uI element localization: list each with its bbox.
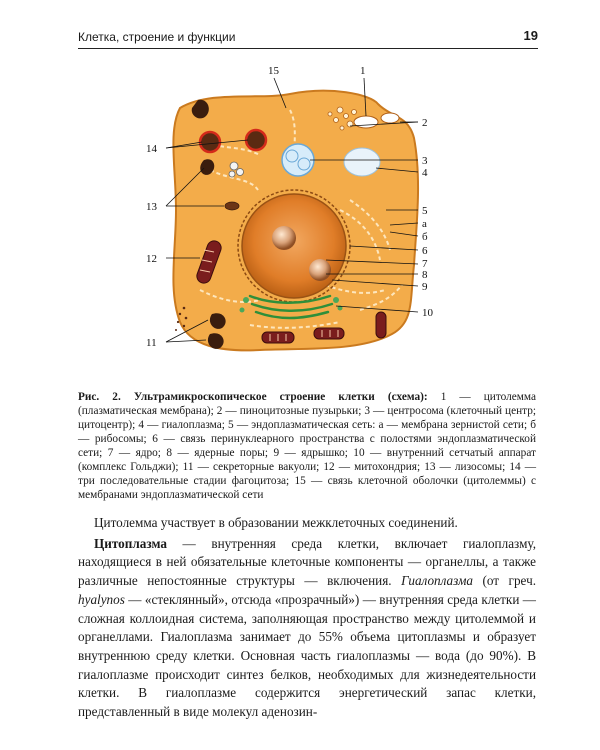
nucleolus-2 [309,259,331,281]
greek-word: hyalynos [78,591,125,607]
label-11: 11 [146,337,157,349]
label-a: а [422,218,427,230]
label-12: 12 [146,253,157,265]
label-6: 6 [422,245,428,257]
caption-text: 1 — цитолемма (плазматическая мембрана); 2 — пиноцитозные пузырьки; 3 — центросома (клеточный центр; цитоцентр); 4 — гиалоплазма; 5 — эндоплазматическая сеть: а — мембрана зернистой сети; б — рибосомы; 6 — связь перинуклеарного пространства с полостями эндоплазматической сети; 7 — ядро; 8 — ядерные поры; 9 — ядрышко; 10 — внутренний сетчатый аппарат (комплекс Гольджи); 11 — секреторные вакуоли; 12 — митохондрия; 13 — лизосомы; 14 — три последовательные стадии фагоцитоза; 15 — связь клеточной оболочки (цитолеммы) с мембранами эндоплазматической сети [78,391,536,501]
label-4: 4 [422,167,428,179]
figure-caption [78,390,536,502]
centrosome [282,144,314,176]
label-8: 8 [422,269,428,281]
label-3: 3 [422,155,428,167]
paragraph-2 [78,535,536,722]
nucleolus [272,226,296,250]
hyaloplasm-region [344,148,380,176]
paragraph-2-text-b: (от греч. [472,573,536,589]
running-header [78,26,538,49]
label-7: 7 [422,258,428,270]
label-10: 10 [422,307,433,319]
paragraph-2-text-a: — внутренняя среда клетки, включает гиалоплазму, находящиеся в ней обязательные клеточные компоненты — органеллы, а также различные непостоянные структуры — включения. [78,535,536,589]
label-14: 14 [146,143,157,155]
paragraph-2-text-c: — «стеклянный», отсюда «прозрачный») — внутренняя среда клетки — сложная коллоидная система, заполняющая пространство между цитолеммой и органеллами. Гиалоплазма занимает до 55% объема цитоплазмы и образует внутреннюю среду клетки. Основная часть гиалоплазмы — вода (до 90%). В гиалоплазме происходит синтез белков, необходимых для жизнедеятельности клетки. В гиалоплазме содержится энергетический запас клетки, представленный в виде молекул аденозин- [78,591,536,720]
running-title: Клетка, строение и функции [78,30,236,44]
label-2: 2 [422,117,428,129]
term-hyaloplasm: Гиалоплазма [401,573,473,589]
body-text [78,514,536,722]
label-1: 1 [360,65,366,77]
caption-lead: Рис. 2. Ультрамикроскопическое строение клетки (схема): [78,391,428,403]
label-b: б [422,231,428,243]
paragraph-1: Цитолемма участвует в образовании межклеточных соединений. [94,515,458,530]
label-9: 9 [422,281,428,293]
label-5: 5 [422,205,428,217]
vesicle-large [354,116,378,128]
term-cytoplasm: Цитоплазма [94,535,167,551]
label-13: 13 [146,201,157,213]
vesicle-edge [381,113,399,123]
label-15: 15 [268,65,279,77]
page-number: 19 [523,28,538,43]
cell-diagram [140,60,470,380]
